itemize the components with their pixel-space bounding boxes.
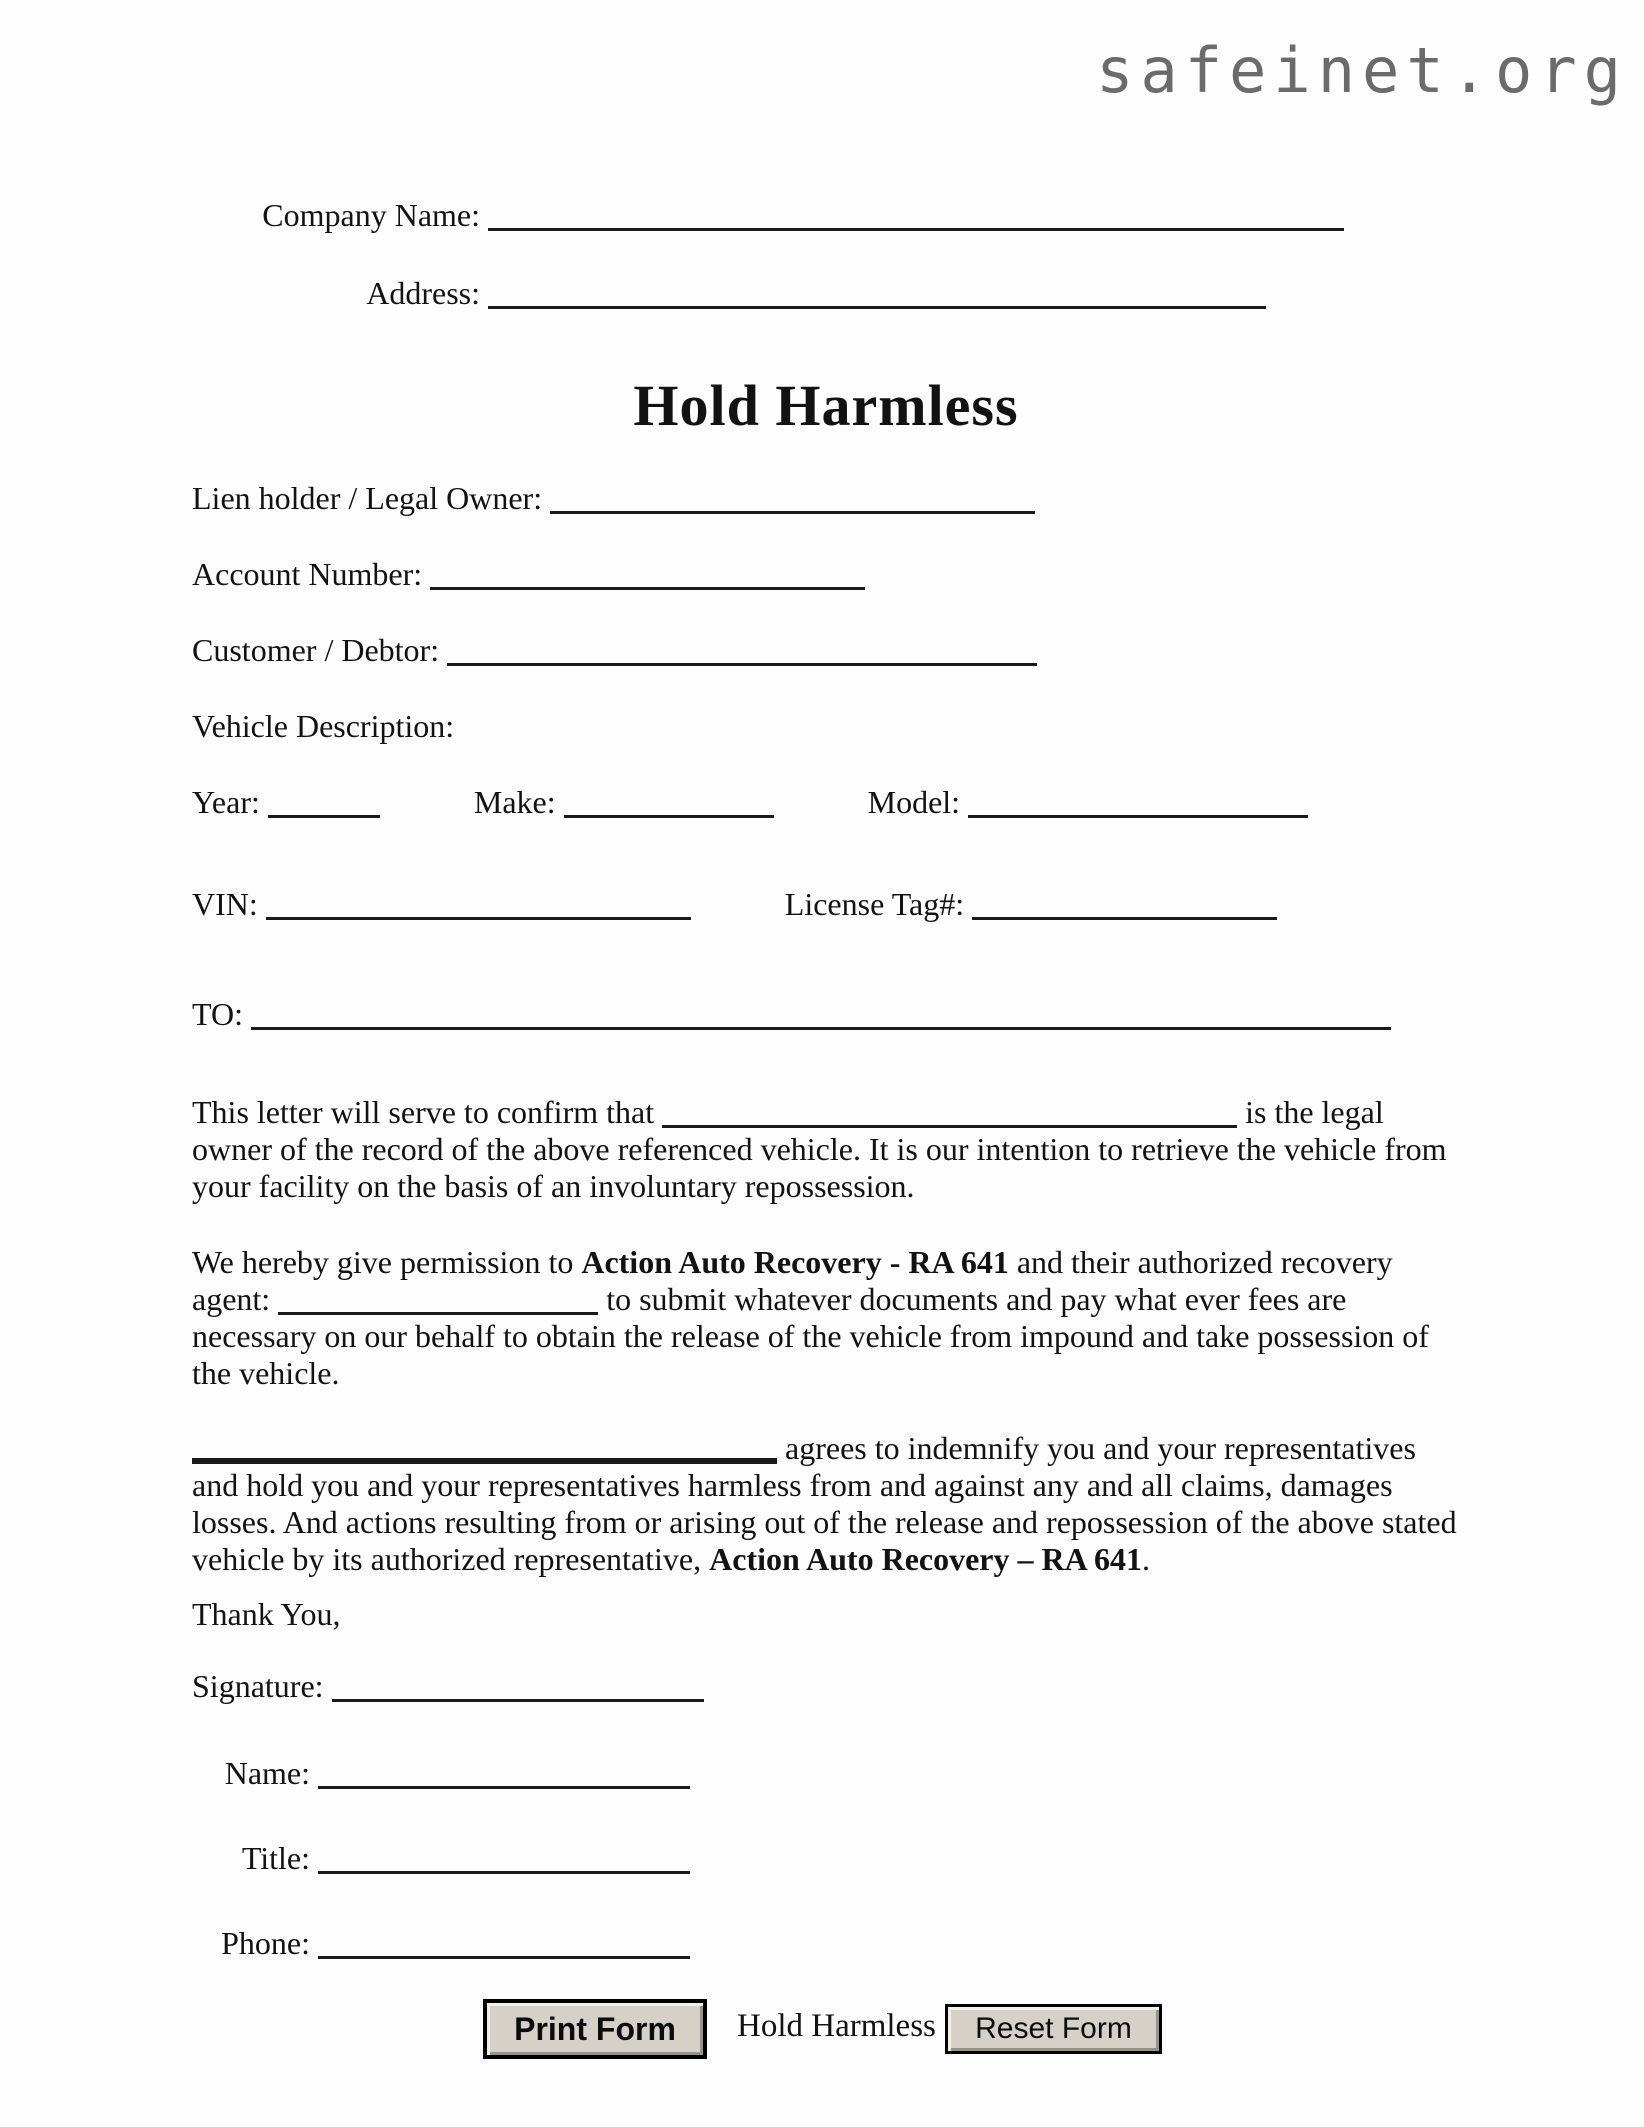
year-label: Year:: [192, 784, 260, 820]
vin-row: [192, 886, 1277, 923]
signature-label: Signature:: [192, 1668, 324, 1704]
company-name-label: Company Name:: [262, 197, 480, 233]
make-field[interactable]: [564, 812, 774, 818]
address-row: [262, 275, 1266, 312]
title-label: Title:: [241, 1840, 310, 1876]
make-label: Make:: [473, 784, 556, 820]
address-field[interactable]: [488, 303, 1266, 309]
permission-text-after: to submit whatever documents and pay what ever fees are necessary on our behalf to obtain the release of the vehicle from impound and take possession of the vehicle.: [192, 1281, 1429, 1391]
name-field[interactable]: [318, 1783, 690, 1789]
company-name-row: [262, 197, 1344, 234]
customer-debtor-field[interactable]: [447, 660, 1037, 666]
permission-text-mid: and their authorized recovery agent:: [192, 1244, 1393, 1317]
company-name-field[interactable]: [488, 225, 1344, 231]
permission-paragraph: [192, 1244, 1460, 1392]
customer-debtor-label: Customer / Debtor:: [192, 632, 440, 668]
signature-field[interactable]: [332, 1696, 704, 1702]
vehicle-description-row: [192, 708, 454, 745]
account-number-field[interactable]: [430, 584, 865, 590]
name-row: [192, 1755, 690, 1792]
account-number-row: [192, 556, 865, 593]
year-make-model-row: [192, 784, 1308, 821]
print-form-button[interactable]: Print Form: [483, 1999, 707, 2059]
model-field[interactable]: [968, 812, 1308, 818]
confirm-paragraph: [192, 1094, 1460, 1205]
form-name-label: Hold Harmless: [737, 2008, 936, 2044]
name-label: Name:: [224, 1755, 310, 1791]
lien-holder-label: Lien holder / Legal Owner:: [192, 480, 543, 516]
year-field[interactable]: [268, 812, 380, 818]
confirm-text-after: is the legal owner of the record of the above referenced vehicle. It is our intention to retrieve the vehicle from your facility on the basis of an involuntary repossession.: [192, 1094, 1447, 1204]
vin-field[interactable]: [266, 914, 691, 920]
recovery-agent-field[interactable]: [278, 1309, 598, 1315]
to-label: TO:: [192, 996, 243, 1032]
to-field[interactable]: [251, 1024, 1391, 1030]
lien-holder-row: [192, 480, 1035, 517]
license-tag-field[interactable]: [972, 914, 1277, 920]
thank-you-text: Thank You,: [192, 1596, 341, 1632]
legal-owner-field[interactable]: [662, 1122, 1237, 1128]
license-tag-label: License Tag#:: [784, 886, 965, 922]
indemnifying-party-field[interactable]: [192, 1455, 777, 1464]
vin-label: VIN:: [192, 886, 258, 922]
reset-form-button[interactable]: Reset Form: [945, 2004, 1162, 2054]
page-title: Hold Harmless: [633, 373, 1019, 438]
signature-row: [192, 1668, 704, 1705]
to-row: [192, 996, 1391, 1033]
indemnify-text-after: agrees to indemnify you and your representatives and hold you and your representatives harmless from and against any and all claims, damages losses. And actions resulting from or arising out of the release and repossession of the above stated vehicle by its authorized representative,: [192, 1430, 1457, 1577]
recovery-company-name-bold-2: Action Auto Recovery – RA 641: [709, 1541, 1142, 1577]
title-row: [192, 1840, 690, 1877]
customer-debtor-row: [192, 632, 1037, 669]
phone-label: Phone:: [221, 1925, 310, 1961]
recovery-company-name-bold: Action Auto Recovery - RA 641: [581, 1244, 1009, 1280]
confirm-text-before: This letter will serve to confirm that: [192, 1094, 655, 1130]
title-field[interactable]: [318, 1868, 690, 1874]
indemnify-period: .: [1141, 1541, 1150, 1577]
phone-field[interactable]: [318, 1953, 690, 1959]
site-logo: safeinet.org: [1096, 34, 1628, 107]
address-label: Address:: [366, 275, 480, 311]
phone-row: [192, 1925, 690, 1962]
model-label: Model:: [867, 784, 961, 820]
permission-text-start: We hereby give permission to: [192, 1244, 574, 1280]
account-number-label: Account Number:: [192, 556, 423, 592]
lien-holder-field[interactable]: [550, 508, 1035, 514]
vehicle-description-label: Vehicle Description:: [192, 708, 455, 744]
indemnify-paragraph: [192, 1430, 1460, 1578]
